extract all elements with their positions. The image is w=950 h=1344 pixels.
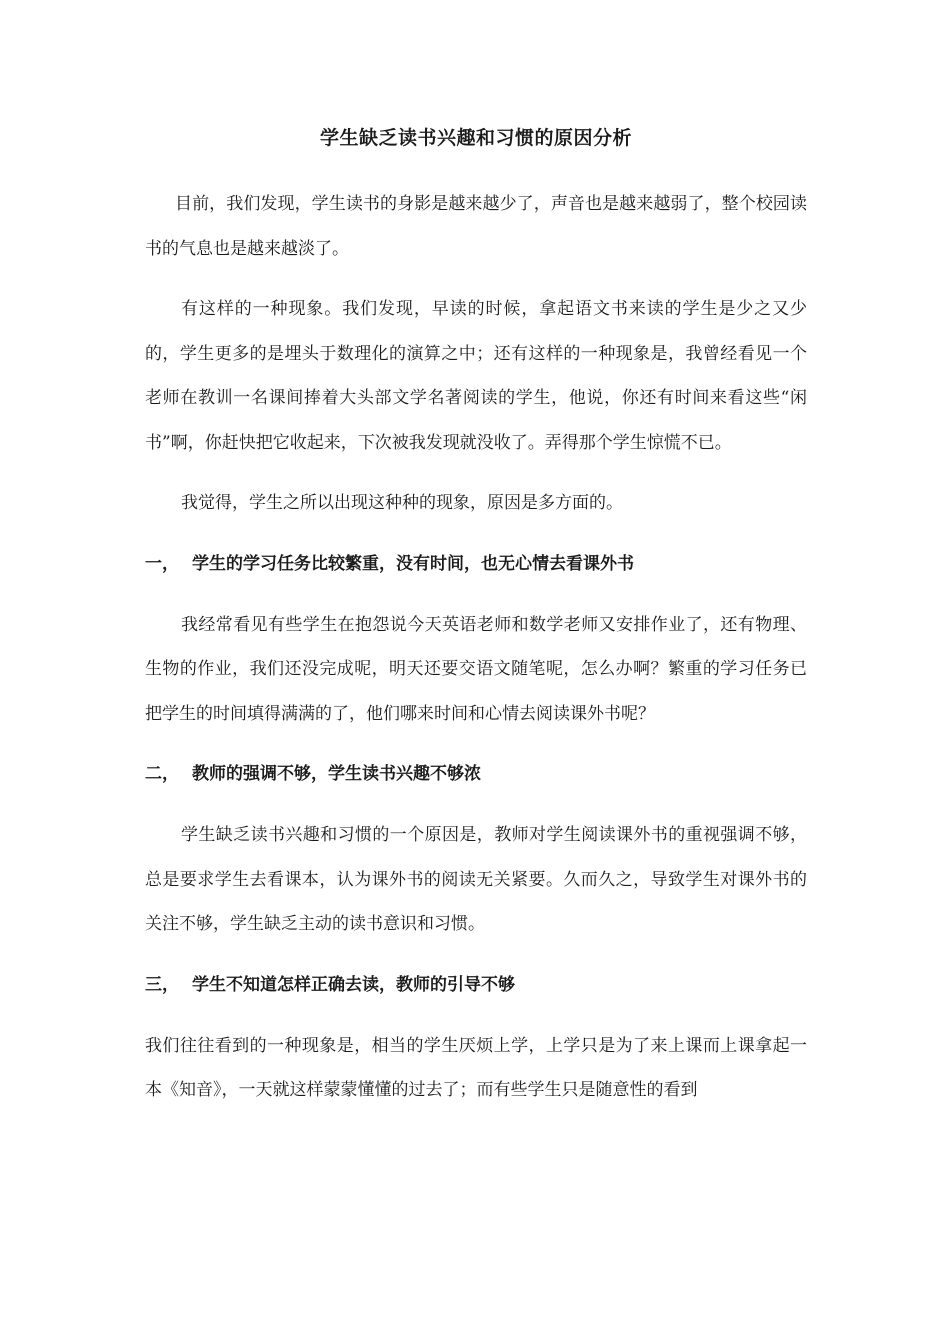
- document-title: 学生缺乏读书兴趣和习惯的原因分析: [319, 127, 632, 149]
- thesis-paragraph: 我觉得，学生之所以出现这种种的现象，原因是多方面的。: [181, 493, 623, 513]
- section-heading-text-2: 教师的强调不够，学生读书兴趣不够浓: [192, 764, 481, 784]
- document-page: [145, 118, 807, 1129]
- phenomenon-paragraph: 有这样的一种现象。我们发现，早读的时候，拿起语文书来读的学生是少之又少的，学生更多的是埋头于数理化的演算之中；还有这样的一种现象是，我曾经看见一个老师在教训一名课间捧着大头部文学名著阅读的学生，他说，你还有时间来看这些“闲书”啊，你赶快把它收起来，下次被我发现就没收了。弄得那个学生惊慌不已。: [145, 299, 807, 453]
- section-number-1: 一，: [145, 553, 179, 574]
- section-heading-2: [145, 752, 807, 796]
- section-heading-text-3: 学生不知道怎样正确去读，教师的引导不够: [192, 974, 515, 995]
- intro-paragraph: 目前，我们发现，学生读书的身影是越来越少了，声音也是越来越弱了，整个校园读书的气息也是越来越淡了。: [145, 194, 807, 259]
- section-number-3: 三，: [145, 974, 179, 995]
- section-heading-3: [145, 963, 807, 1007]
- section-heading-text-1: 学生的学习任务比较繁重，没有时间，也无心情去看课外书: [192, 553, 634, 574]
- section-number-2: 二，: [145, 764, 179, 784]
- section-body-2: 学生缺乏读书兴趣和习惯的一个原因是，教师对学生阅读课外书的重视强调不够，总是要求学生去看课本，认为课外书的阅读无关紧要。久而久之，导致学生对课外书的关注不够，学生缺乏主动的读书意识和习惯。: [145, 825, 807, 934]
- section-body-1: 我经常看见有些学生在抱怨说今天英语老师和数学老师又安排作业了，还有物理、生物的作业，我们还没完成呢，明天还要交语文随笔呢，怎么办啊？繁重的学习任务已把学生的时间填得满满的了，他们哪来时间和心情去阅读课外书呢？: [145, 614, 807, 724]
- section-heading-1: [145, 542, 807, 586]
- section-body-3: 我们往往看到的一种现象是，相当的学生厌烦上学，上学只是为了来上课而上课拿起一本《知音》，一天就这样蒙蒙懂懂的过去了；而有些学生只是随意性的看到: [145, 1035, 807, 1100]
